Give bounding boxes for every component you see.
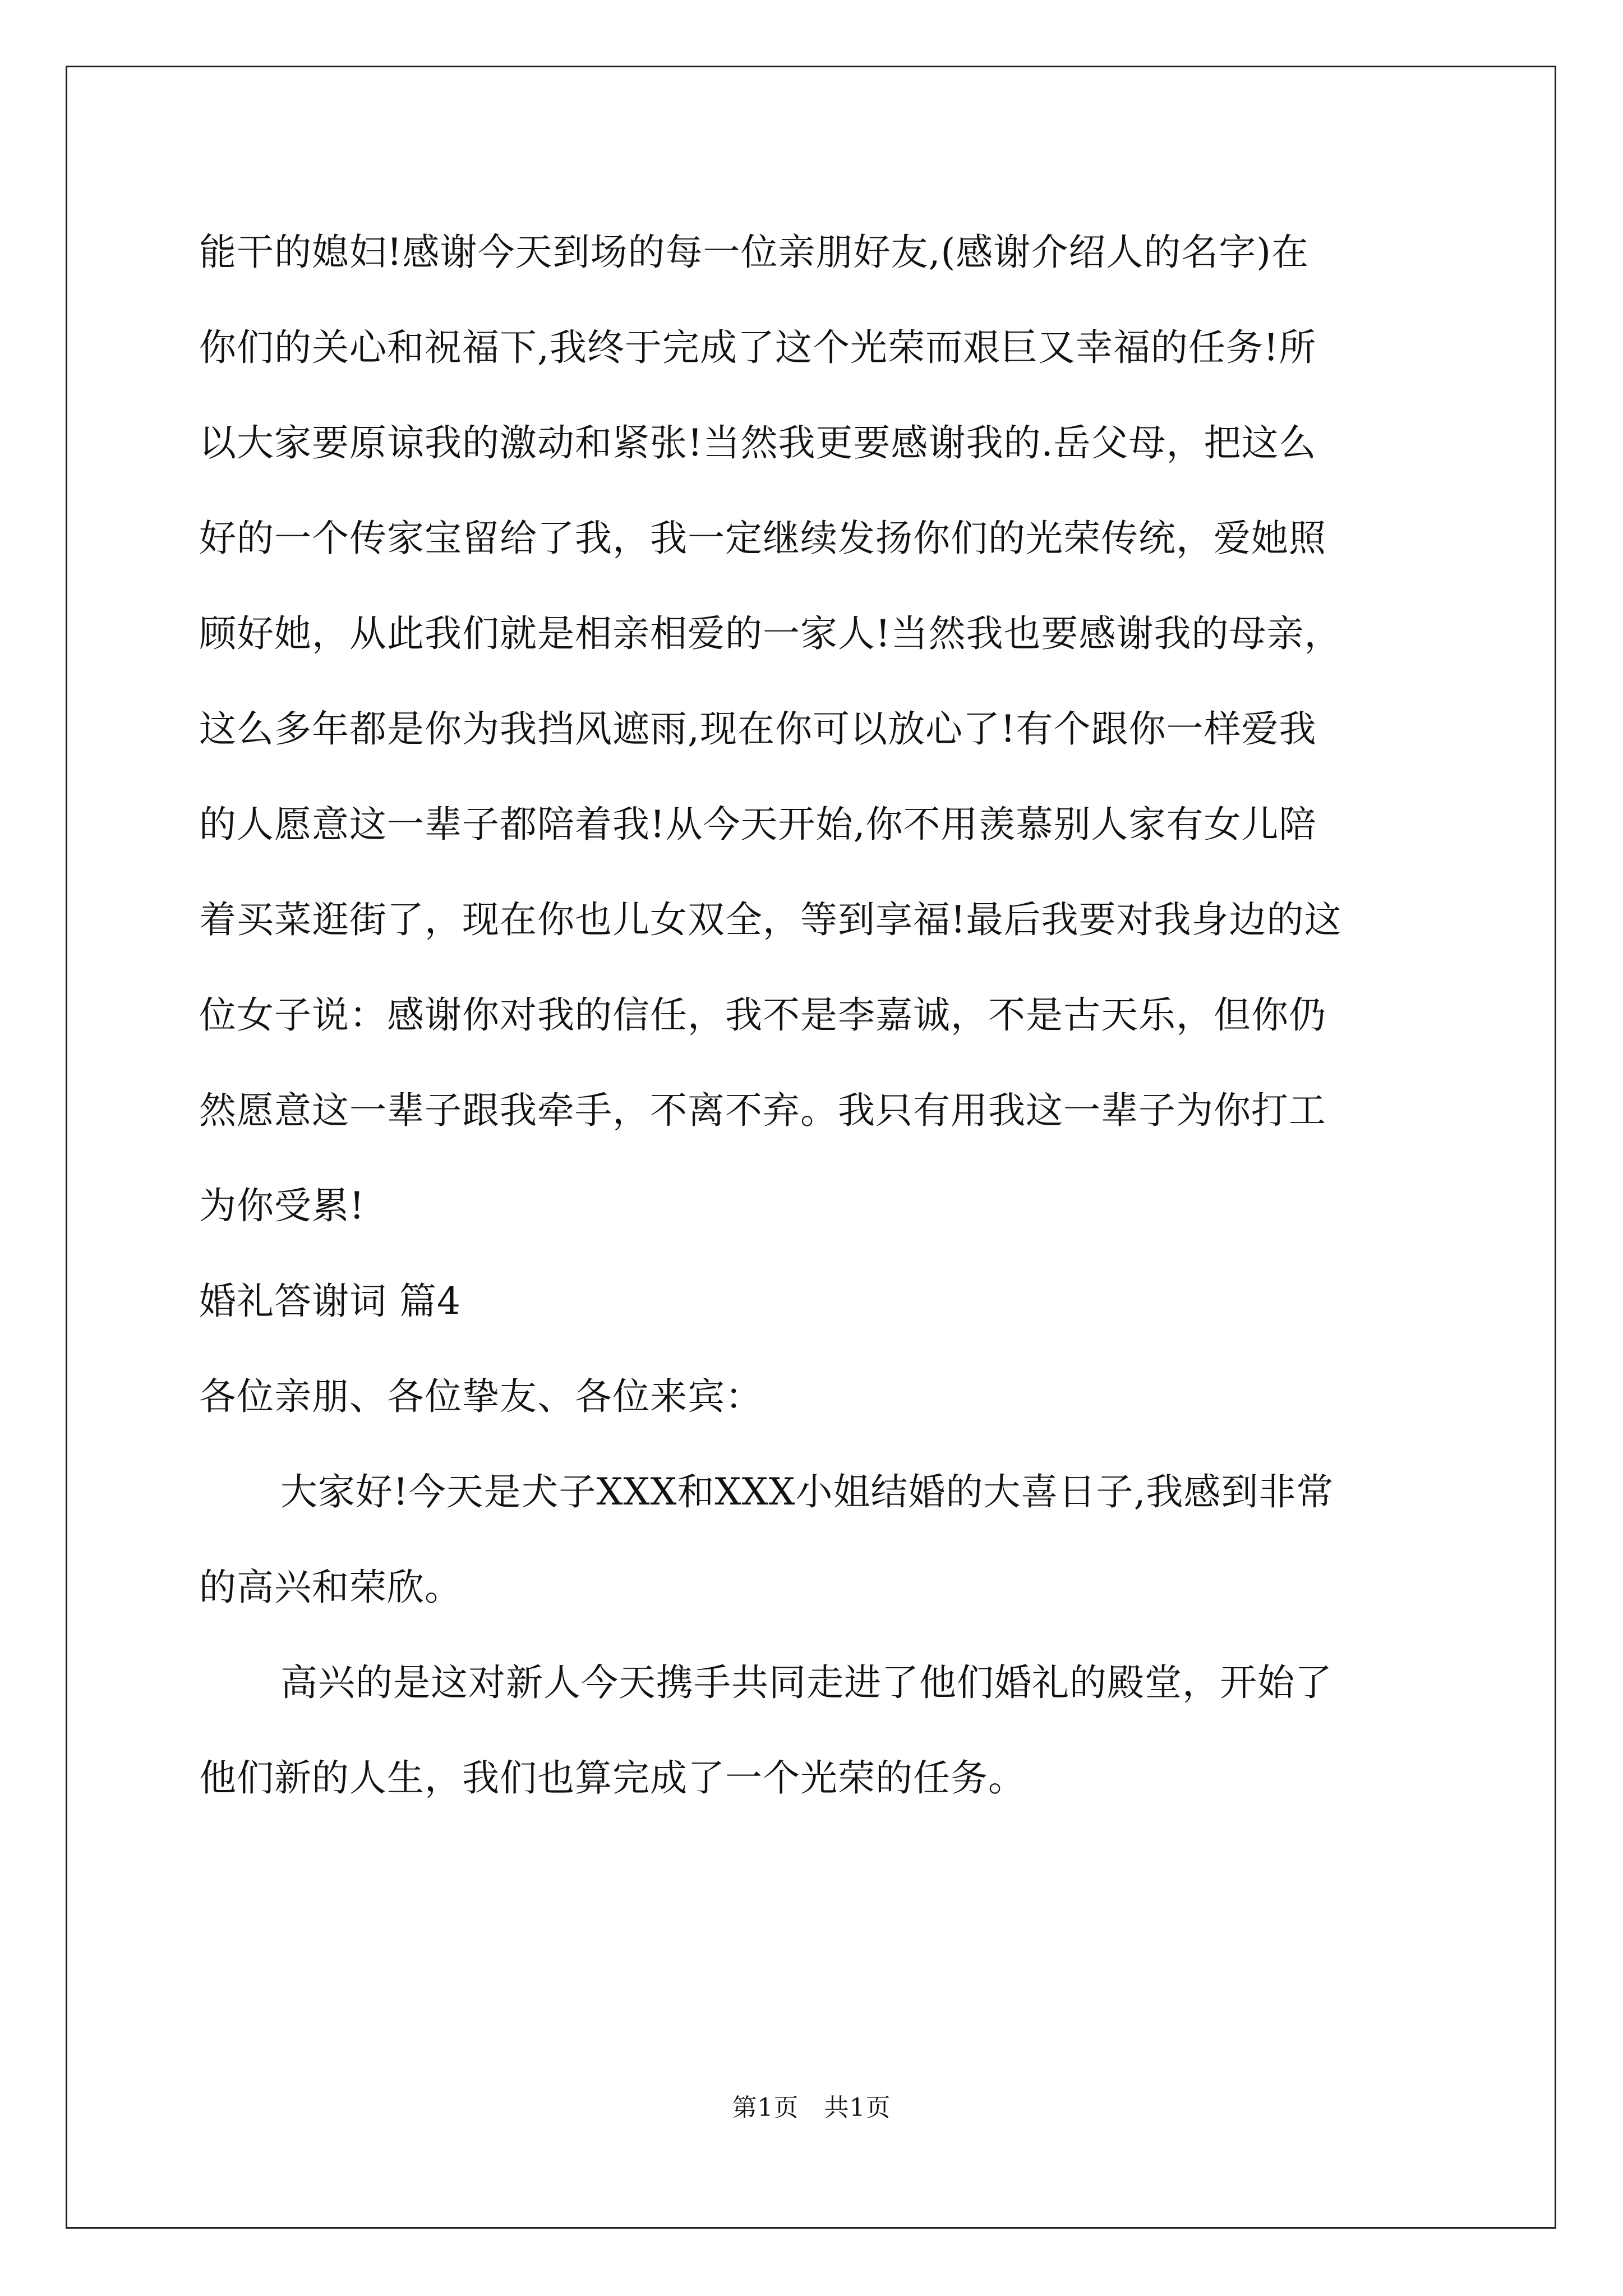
text-line: 这么多年都是你为我挡风遮雨,现在你可以放心了!有个跟你一样爱我 (199, 707, 1317, 751)
text-line: 以大家要原谅我的激动和紧张!当然我更要感谢我的.岳父母，把这么 (199, 421, 1317, 464)
page-border (66, 66, 1556, 2229)
text-line: 大家好!今天是犬子XXX和XXX小姐结婚的大喜日子,我感到非常 (280, 1470, 1334, 1513)
text-line: 好的一个传家宝留给了我，我一定继续发扬你们的光荣传统，爱她照 (199, 517, 1326, 560)
text-line: 的高兴和荣欣。 (199, 1566, 462, 1609)
text-line: 高兴的是这对新人今天携手共同走进了他们婚礼的殿堂，开始了 (280, 1661, 1332, 1704)
text-line: 能干的媳妇!感谢今天到场的每一位亲朋好友,(感谢介绍人的名字)在 (199, 231, 1309, 274)
text-line: 顾好她，从此我们就是相亲相爱的一家人!当然我也要感谢我的母亲， (199, 612, 1342, 655)
text-line: 着买菜逛街了，现在你也儿女双全，等到享福!最后我要对我身边的这 (199, 898, 1342, 941)
text-line: 你们的关心和祝福下,我终于完成了这个光荣而艰巨又幸福的任务!所 (199, 326, 1317, 369)
text-line: 的人愿意这一辈子都陪着我!从今天开始,你不用羡慕别人家有女儿陪 (199, 803, 1317, 846)
page-number: 第1页 共1页 (732, 2093, 891, 2122)
section-heading: 婚礼答谢词 篇4 (199, 1280, 461, 1323)
text-line: 然愿意这一辈子跟我牵手，不离不弃。我只有用我这一辈子为你打工 (199, 1089, 1326, 1132)
salutation: 各位亲朋、各位挚友、各位来宾： (199, 1375, 763, 1418)
text-line: 为你受累! (199, 1184, 365, 1227)
text-line: 他们新的人生，我们也算完成了一个光荣的任务。 (199, 1756, 1026, 1800)
text-line: 位女子说：感谢你对我的信任，我不是李嘉诚，不是古天乐，但你仍 (199, 993, 1326, 1037)
